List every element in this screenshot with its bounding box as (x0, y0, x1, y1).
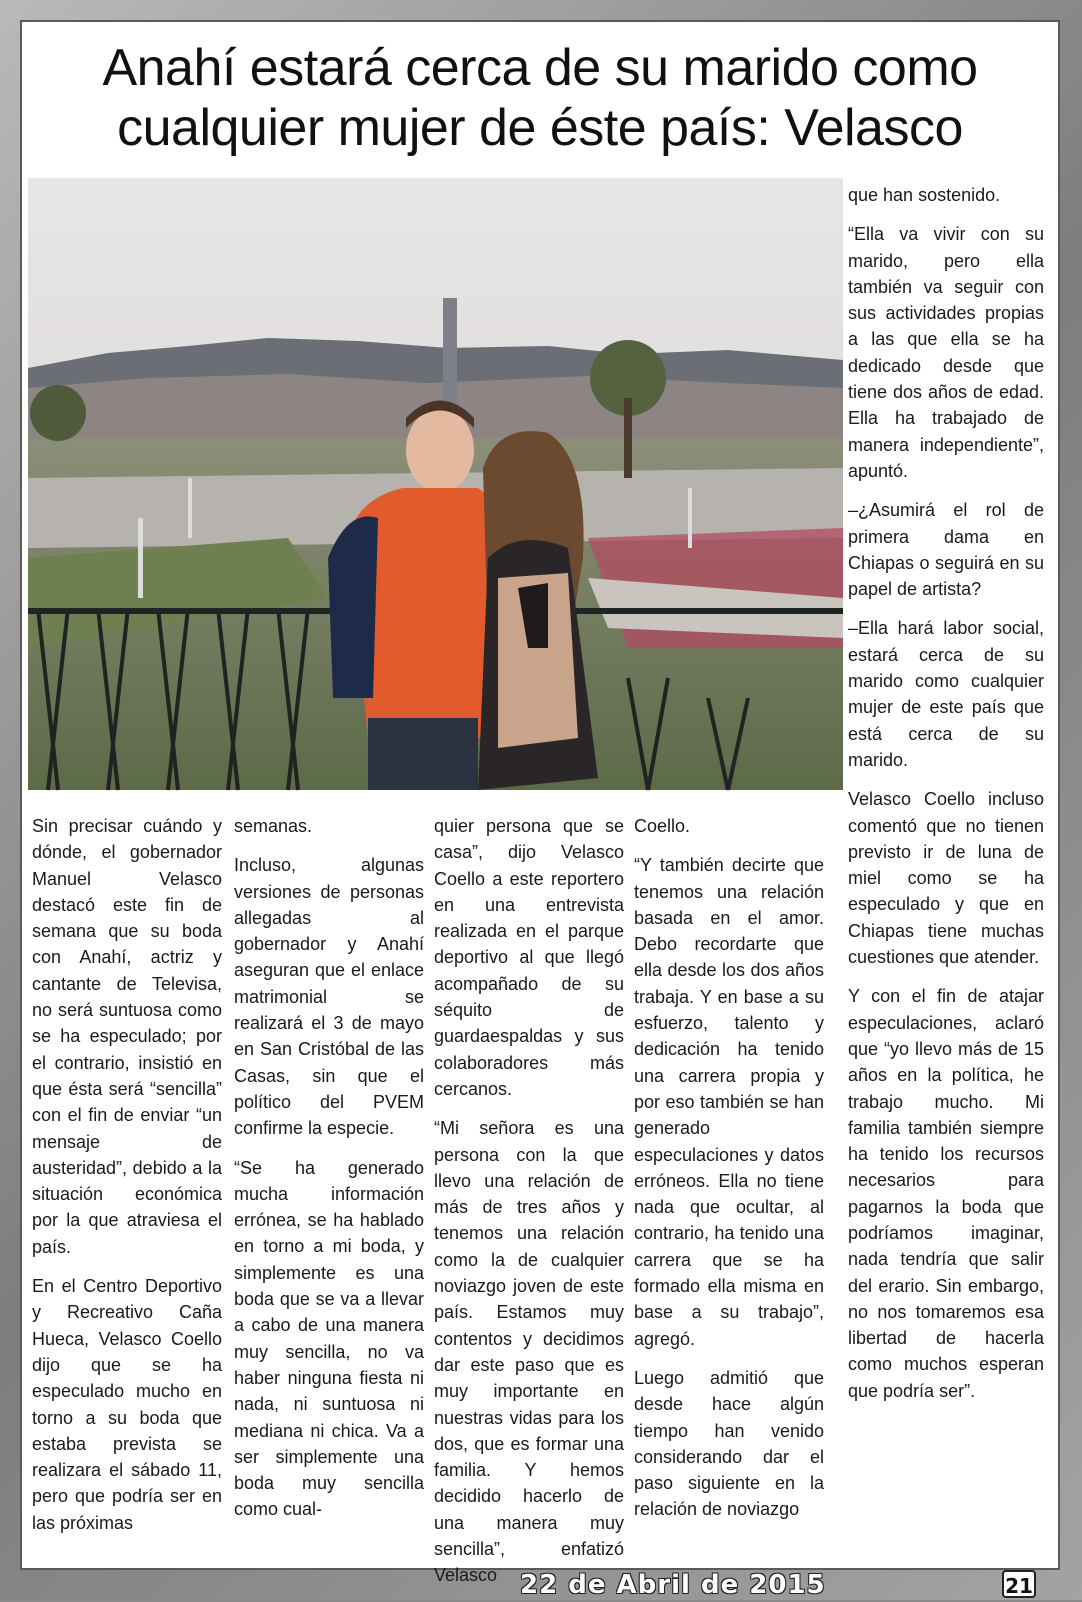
article-column-1 (32, 813, 222, 1549)
paragraph: –¿Asumirá el rol de primera dama en Chiapas o seguirá en su papel de artista? (848, 500, 1044, 600)
paragraph: que han sostenido. (848, 185, 1001, 205)
headline-line-1: Anahí estará cerca de su marido como (102, 39, 978, 97)
headline-line-2: cualquier mujer de éste país: Velasco (117, 99, 963, 157)
paragraph: En el Centro Deportivo y Recreativo Caña Hueca, Velasco Coello dijo que se ha especulado mucho en torno a su boda que estaba prevista se realizara el sábado 11, pero que podría ser en las próximas (32, 1276, 222, 1533)
paragraph: “Se ha generado mucha información errónea, se ha hablado en torno a mi boda, y simplemente es una boda que se va a llevar a cabo de una manera muy sencilla, no va haber ninguna fiesta ni nada, ni suntuosa ni mediana ni chica. Va a ser simplemente una boda muy sencilla como cual- (234, 1157, 424, 1520)
issue-date: 22 de Abril de 2015 (520, 1570, 826, 1600)
page-number: 21 (1002, 1570, 1036, 1598)
paragraph: semanas. (234, 816, 313, 836)
paragraph: Sin precisar cuándo y dónde, el gobernador Manuel Velasco destacó este fin de semana que su boda con Anahí, actriz y cantante de Televisa, no será suntuosa como se ha especulado; por el contrario, insistió en que ésta será “sencilla” con el fin de enviar “un mensaje de austeridad”, debido a la situación económica por la que atraviesa el país. (32, 816, 222, 1257)
photo-illustration (28, 178, 843, 790)
paragraph: “Mi señora es una persona con la que llevo una relación de más de tres años y tenemos una relación como la de cualquier noviazgo joven de este país. Estamos muy contentos y decidimos dar este paso que es muy importante en nuestras vidas para los dos, que es formar una familia. Y hemos decidido hacerlo de una manera muy sencilla”, enfatizó Velasco (434, 1118, 624, 1586)
paragraph: “Ella va vivir con su marido, pero ella también va seguir con sus actividades propias a las que ella se ha dedicado desde que tiene dos años de edad. Ella ha trabajado de manera independiente”, apuntó. (848, 224, 1044, 481)
paragraph: Y con el fin de atajar especulaciones, aclaró que “yo llevo más de 15 años en la política, he trabajo mucho. Mi familia también siempre ha tenido los recursos necesarios para pagarnos la boda que podríamos imaginar, nada tendría que salir del erario. Sin embargo, no nos tomaremos esa libertad de hacerla como muchos esperan que podría ser”. (848, 986, 1044, 1401)
paragraph: Coello. (634, 816, 691, 836)
article-column-3 (434, 813, 624, 1602)
couple-photo (28, 178, 843, 790)
paragraph: Incluso, algunas versiones de personas allegadas al gobernador y Anahí aseguran que el enlace matrimonial se realizará el 3 de mayo en San Cristóbal de las Casas, sin que el político del PVEM confirme la especie. (234, 855, 424, 1139)
paragraph: Velasco Coello incluso comentó que no tienen previsto ir de luna de miel como se ha especulado y que en Chiapas tiene muchas cuestiones que atender. (848, 789, 1044, 968)
paragraph: “Y también decirte que tenemos una relación basada en el amor. Debo recordarte que ella desde los dos años trabaja. Y en base a su esfuerzo, talento y dedicación ha tenido una carrera propia y por eso también se han generado especulaciones y datos erróneos. Ella no tiene nada que ocultar, al contrario, ha tenido una carrera que se ha formado ella misma en base a su trabajo”, agregó. (634, 855, 824, 1349)
article-column-2 (234, 813, 424, 1536)
paragraph: quier persona que se casa”, dijo Velasco Coello a este reportero en una entrevista realizada en el parque deportivo al que llegó acompañado de su séquito de guardaespaldas y sus colaboradores más cercanos. (434, 816, 624, 1099)
article-column-4 (634, 813, 824, 1536)
article-column-5 (848, 182, 1044, 1417)
paragraph: –Ella hará labor social, estará cerca de su marido como cualquier mujer de este país que está cerca de su marido. (848, 618, 1044, 770)
paragraph: Luego admitió que desde hace algún tiempo han venido considerando dar el paso siguiente en la relación de noviazgo (634, 1367, 824, 1520)
headline (20, 38, 1060, 158)
